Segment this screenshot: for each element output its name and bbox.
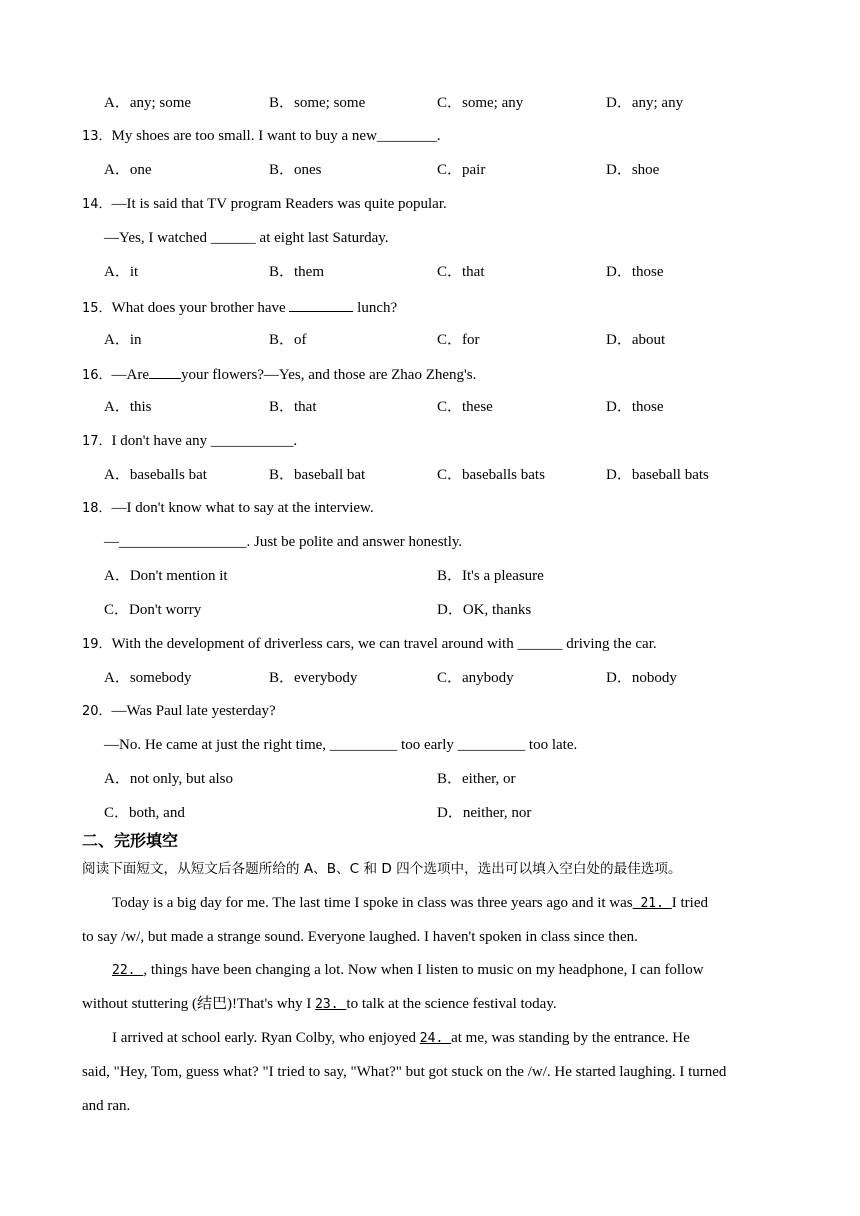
q14-number: 14．: [82, 197, 112, 212]
q19-stem: [82, 634, 657, 655]
passage-text: at me, was standing by the entrance. He: [451, 1030, 690, 1046]
blank-22[interactable]: 22.: [112, 963, 144, 978]
q18-stem: [82, 498, 374, 519]
passage-p3-line2: said, "Hey, Tom, guess what? "I tried to say, "What?" but got stuck on the /w/. He started laughing. I turned: [82, 1064, 727, 1080]
q20-option-b[interactable]: B．either, or: [437, 771, 516, 787]
q12-option-c[interactable]: C．some; any: [437, 95, 524, 111]
q18-number: 18．: [82, 501, 112, 516]
q19-number: 19．: [82, 637, 112, 652]
q18-line2: —_________________. Just be polite and answer honestly.: [104, 534, 463, 550]
q17-stem: [82, 431, 297, 452]
q15-option-c[interactable]: C．for: [437, 332, 480, 348]
q16-option-d[interactable]: D．those: [606, 399, 664, 415]
q15-option-d[interactable]: D．about: [606, 332, 666, 348]
q13-stem: [82, 126, 441, 147]
q14-line2: —Yes, I watched ______ at eight last Saturday.: [104, 230, 389, 246]
q15-stem: [82, 296, 397, 319]
q18-line1: —I don't know what to say at the interview.: [111, 500, 374, 516]
q16-option-a[interactable]: A．this: [104, 399, 152, 415]
q15-text-pre: What does your brother have: [111, 300, 286, 316]
passage-p1-line2: to say /w/, but made a strange sound. Everyone laughed. I haven't spoken in class since then.: [82, 929, 638, 945]
q14-stem: [82, 194, 447, 215]
q13-option-b[interactable]: B．ones: [269, 162, 322, 178]
q16-blank[interactable]: [149, 363, 181, 379]
q16-option-b[interactable]: B．that: [269, 399, 317, 415]
passage-p2-line1: [112, 960, 704, 981]
q20-line2: —No. He came at just the right time, _________ too early _________ too late.: [104, 737, 578, 753]
q20-option-d[interactable]: D．neither, nor: [437, 805, 532, 821]
q17-option-b[interactable]: B．baseball bat: [269, 467, 366, 483]
q17-text: I don't have any ___________.: [111, 433, 298, 449]
passage-text: , things have been changing a lot. Now when I listen to music on my headphone, I can follow: [143, 962, 704, 978]
q15-option-a[interactable]: A．in: [104, 332, 142, 348]
q14-option-b[interactable]: B．them: [269, 264, 324, 280]
q20-line1: —Was Paul late yesterday?: [111, 703, 276, 719]
q13-option-d[interactable]: D．shoe: [606, 162, 660, 178]
q16-option-c[interactable]: C．these: [437, 399, 493, 415]
q19-option-c[interactable]: C．anybody: [437, 670, 514, 686]
q15-option-b[interactable]: B．of: [269, 332, 307, 348]
q13-option-a[interactable]: A．one: [104, 162, 152, 178]
q13-number: 13．: [82, 129, 112, 144]
passage-p2-line2: [82, 994, 557, 1015]
passage-text: without stuttering (结巴)!That's why I: [82, 996, 312, 1012]
q16-stem: [82, 363, 476, 386]
q15-blank[interactable]: [289, 296, 353, 312]
q18-option-b[interactable]: B．It's a pleasure: [437, 568, 544, 584]
q19-option-b[interactable]: B．everybody: [269, 670, 358, 686]
q19-option-d[interactable]: D．nobody: [606, 670, 677, 686]
blank-23[interactable]: 23.: [315, 997, 347, 1012]
q14-option-a[interactable]: A．it: [104, 264, 139, 280]
q12-option-b[interactable]: B．some; some: [269, 95, 366, 111]
blank-21[interactable]: 21.: [632, 896, 672, 911]
q12-option-a[interactable]: A．any; some: [104, 95, 192, 111]
q14-option-d[interactable]: D．those: [606, 264, 664, 280]
passage-text: to talk at the science festival today.: [346, 996, 557, 1012]
q14-line1: —It is said that TV program Readers was quite popular.: [111, 196, 447, 212]
passage-p1-line1: [112, 893, 708, 914]
passage-p3-line1: [112, 1028, 690, 1049]
q20-option-c[interactable]: C．both, and: [104, 805, 185, 821]
q13-text: My shoes are too small. I want to buy a new________.: [111, 128, 441, 144]
section-title: 二、完形填空: [82, 831, 179, 850]
passage-p3-line3: and ran.: [82, 1098, 131, 1114]
q18-option-d[interactable]: D．OK, thanks: [437, 602, 532, 618]
q18-option-c[interactable]: C．Don't worry: [104, 602, 202, 618]
q16-text-post: your flowers?—Yes, and those are Zhao Zheng's.: [181, 367, 477, 383]
q18-option-a[interactable]: A．Don't mention it: [104, 568, 228, 584]
q12-option-d[interactable]: D．any; any: [606, 95, 684, 111]
passage-text: I tried: [671, 895, 708, 911]
q19-text: With the development of driverless cars, we can travel around with ______ driving the car.: [111, 636, 657, 652]
passage-text: I arrived at school early. Ryan Colby, who enjoyed: [112, 1030, 417, 1046]
passage-text: Today is a big day for me. The last time I spoke in class was three years ago and it was: [112, 895, 633, 911]
q20-stem: [82, 701, 276, 722]
q20-number: 20．: [82, 704, 112, 719]
q15-number: 15．: [82, 301, 112, 316]
q13-option-c[interactable]: C．pair: [437, 162, 486, 178]
q17-option-c[interactable]: C．baseballs bats: [437, 467, 545, 483]
q17-option-d[interactable]: D．baseball bats: [606, 467, 709, 483]
q20-option-a[interactable]: A．not only, but also: [104, 771, 234, 787]
q19-option-a[interactable]: A．somebody: [104, 670, 192, 686]
q14-option-c[interactable]: C．that: [437, 264, 485, 280]
q15-text-post: lunch?: [357, 300, 398, 316]
blank-24[interactable]: 24.: [419, 1031, 452, 1046]
q17-number: 17．: [82, 434, 112, 449]
q17-option-a[interactable]: A．baseballs bat: [104, 467, 207, 483]
q16-text-pre: —Are: [111, 367, 150, 383]
section-instruction: 阅读下面短文，从短文后各题所给的 A、B、C 和 D 四个选项中，选出可以填入空白处的最佳选项。: [82, 861, 682, 877]
q16-number: 16．: [82, 368, 112, 383]
